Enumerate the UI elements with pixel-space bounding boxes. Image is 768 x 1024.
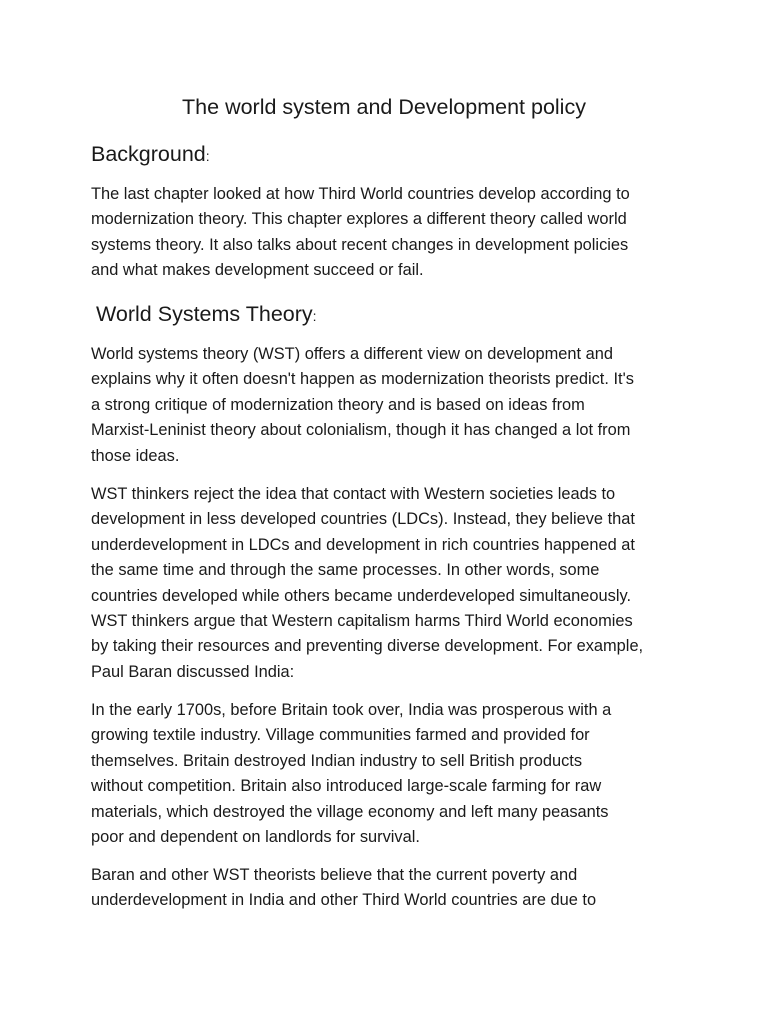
paragraph-line: World systems theory (WST) offers a different view on development and [91,345,613,363]
paragraph-line: the same time and through the same processes. In other words, some [91,561,600,580]
paragraph-line: underdevelopment in India and other Third World countries are due to [91,891,597,910]
section-heading-world-systems-theory [96,299,317,331]
paragraph-line: by taking their resources and preventing diverse development. For example, [91,637,644,656]
paragraph-line: Paul Baran discussed India: [91,662,295,681]
paragraph-line: Marxist-Leninist theory about colonialism, though it has changed a lot from [91,421,631,440]
paragraph-line: countries developed while others became underdeveloped simultaneously. [91,586,632,605]
paragraph-line: WST thinkers argue that Western capitalism harms Third World economies [91,612,633,631]
paragraph-baran-conclusion [91,863,691,914]
paragraph-wst-thinkers [91,482,691,685]
paragraph-line: WST thinkers reject the idea that contact with Western societies leads to [91,485,616,503]
paragraph-line: In the early 1700s, before Britain took over, India was prosperous with a [91,701,612,719]
paragraph-line: without competition. Britain also introduced large-scale farming for raw [91,777,602,796]
section-heading-colon: : [312,308,317,324]
paragraph-india-example [91,698,691,850]
paragraph-line: Baran and other WST theorists believe that the current poverty and [91,866,578,884]
paragraph-line: themselves. Britain destroyed Indian industry to sell British products [91,751,583,770]
paragraph-line: systems theory. It also talks about recent changes in development policies [91,235,629,254]
paragraph-wst-overview [91,342,691,469]
section-heading-text: World Systems Theory [96,302,313,326]
paragraph-line: materials, which destroyed the village economy and left many peasants [91,802,609,821]
paragraph-line: those ideas. [91,446,180,465]
section-heading-background [91,139,210,171]
paragraph-line: explains why it often doesn't happen as modernization theorists predict. It's [91,370,634,389]
document-title: The world system and Development policy [182,95,586,119]
paragraph-line: and what makes development succeed or fail. [91,261,424,280]
paragraph-background-intro [91,182,691,284]
paragraph-line: growing textile industry. Village communities farmed and provided for [91,726,590,745]
paragraph-line: underdevelopment in LDCs and development in rich countries happened at [91,535,635,554]
paragraph-line: a strong critique of modernization theory and is based on ideas from [91,395,585,414]
section-heading-text: Background [91,142,206,166]
paragraph-line: The last chapter looked at how Third World countries develop according to [91,185,630,203]
paragraph-line: poor and dependent on landlords for survival. [91,828,420,847]
section-heading-colon: : [205,148,210,164]
paragraph-line: modernization theory. This chapter explores a different theory called world [91,210,627,229]
paragraph-line: development in less developed countries (LDCs). Instead, they believe that [91,510,635,529]
